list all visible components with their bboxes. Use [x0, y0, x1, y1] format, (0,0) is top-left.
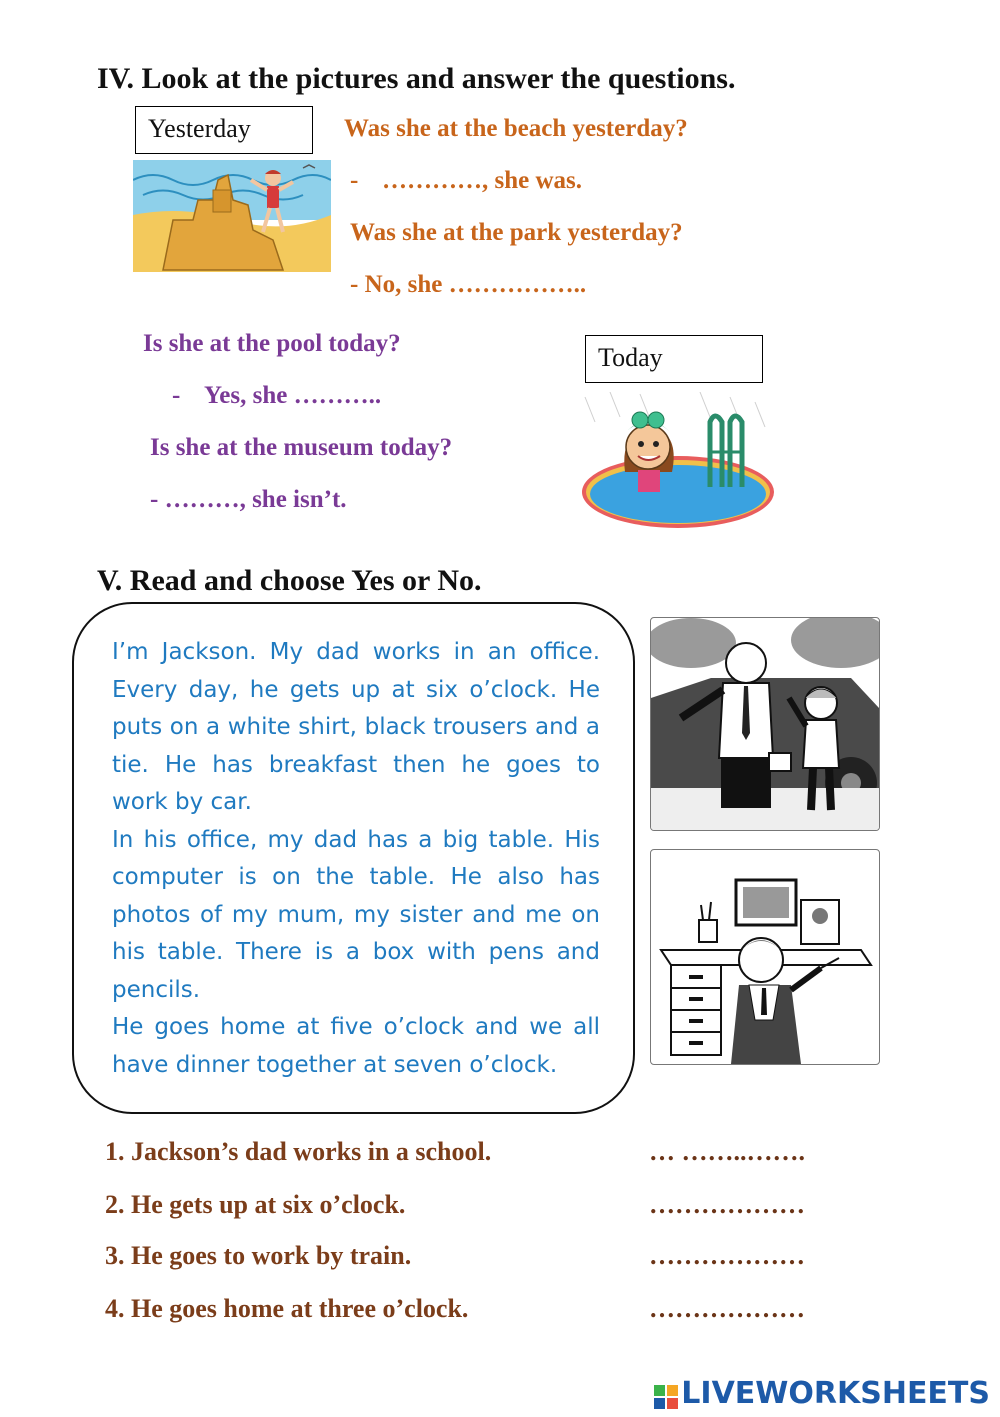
- statement-1: 1. Jackson’s dad works in a school.: [105, 1137, 492, 1166]
- liveworksheets-logo: [654, 1376, 990, 1411]
- statement-3-answer-blank[interactable]: ………………: [649, 1241, 805, 1270]
- question-park: Was she at the park yesterday?: [350, 219, 683, 246]
- statement-2-answer-blank[interactable]: ………………: [649, 1190, 805, 1219]
- section-4-heading: IV. Look at the pictures and answer the questions.: [97, 62, 736, 95]
- pool-girl-picture: [580, 392, 776, 530]
- answer-park-blank[interactable]: - No, she ……………..: [350, 271, 587, 298]
- passage-paragraph: In his office, my dad has a big table. His computer is on the table. He also has photos of my mum, my sister and me on his table. There is a box with pens and pencils.: [112, 826, 600, 1003]
- question-beach: Was she at the beach yesterday?: [344, 115, 688, 142]
- today-label: Today: [585, 335, 763, 383]
- liveworksheets-logo-text: LIVEWORKSHEETS: [681, 1376, 990, 1411]
- reading-passage-box: [72, 602, 635, 1114]
- passage-paragraph: He goes home at five o’clock and we all have dinner together at seven o’clock.: [112, 1014, 600, 1078]
- question-pool: Is she at the pool today?: [143, 330, 401, 357]
- answer-beach-blank[interactable]: …………, she was.: [382, 167, 583, 194]
- statement-1-answer-blank[interactable]: … ……..…….: [649, 1137, 805, 1166]
- answer-pool-blank[interactable]: Yes, she ………..: [204, 382, 382, 409]
- answer-museum-blank[interactable]: - ………, she isn’t.: [150, 486, 347, 513]
- dad-and-son-car-picture: [650, 617, 880, 831]
- liveworksheets-logo-icon: [654, 1382, 678, 1406]
- question-museum: Is she at the museum today?: [150, 434, 453, 461]
- passage-paragraph: I’m Jackson. My dad works in an office. Every day, he gets up at six o’clock. He puts on a white shirt, black trousers and a tie. He has breakfast then he goes to work by car.: [112, 639, 600, 815]
- statement-3: 3. He goes to work by train.: [105, 1241, 412, 1270]
- beach-sandcastle-picture: [133, 160, 331, 272]
- yesterday-label: Yesterday: [135, 106, 313, 154]
- statement-4-answer-blank[interactable]: ………………: [649, 1294, 805, 1323]
- statement-4: 4. He goes home at three o’clock.: [105, 1294, 469, 1323]
- section-5-heading: V. Read and choose Yes or No.: [97, 564, 482, 597]
- dad-at-office-desk-picture: [650, 849, 880, 1065]
- answer-dash: -: [172, 382, 181, 409]
- reading-passage: [112, 634, 600, 1084]
- statement-2: 2. He gets up at six o’clock.: [105, 1190, 406, 1219]
- answer-dash: -: [350, 167, 359, 194]
